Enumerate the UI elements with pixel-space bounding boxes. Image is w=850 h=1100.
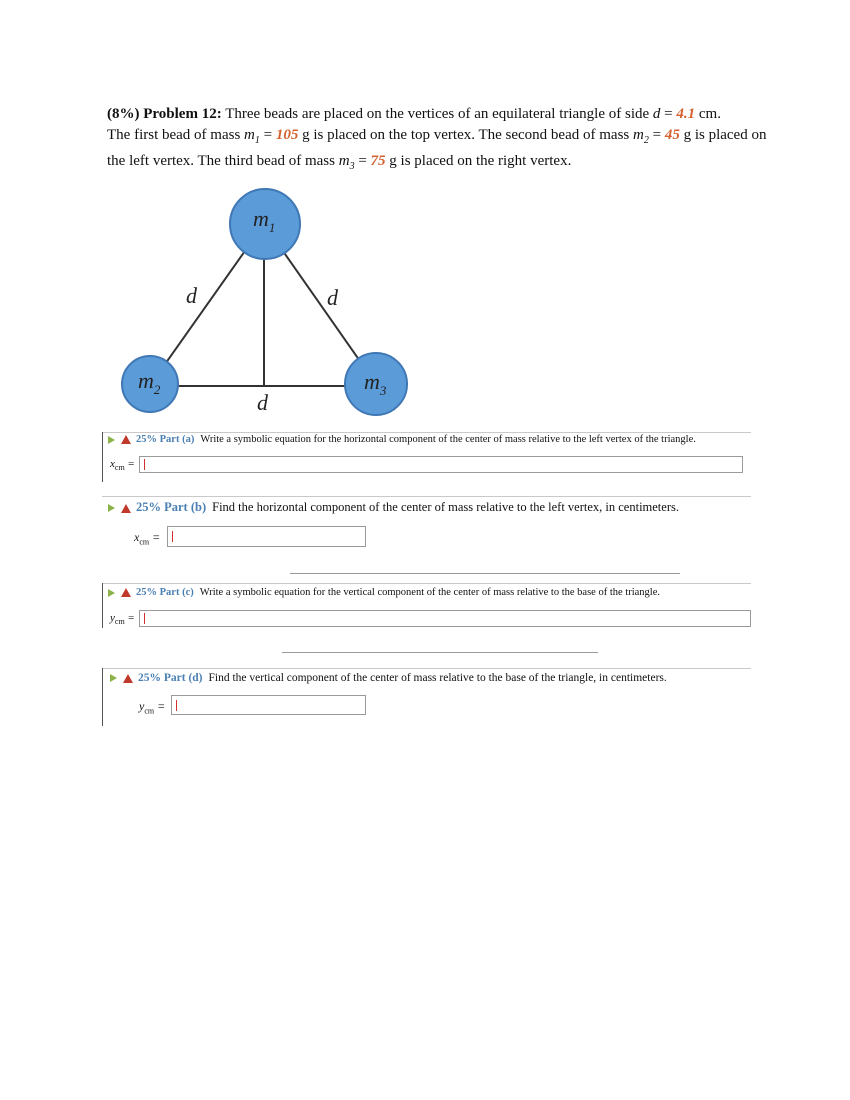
part-c-header[interactable] [108,587,660,598]
m1-subscript: 1 [254,135,260,146]
side-left-label: d [186,283,197,308]
m3-value: 75 [370,153,386,169]
problem-text-3: g is placed on the top vertex. The second bead of mass [298,127,633,143]
part-a-rule [102,432,751,433]
problem-label: Problem 12: [143,106,222,122]
side-length-unit: cm. [695,106,721,122]
m2-value: 45 [664,127,680,143]
part-b-text: Find the horizontal component of the center of mass relative to the left vertex, in centimeters. [212,500,679,514]
problem-text-5: g is placed on the right vertex. [385,153,572,169]
warning-icon [121,588,131,597]
warning-icon [123,674,133,683]
part-a-left-rule [102,432,103,482]
part-a-percent: 25% Part (a) [136,434,195,445]
ghost-keypad-rule [290,573,680,574]
part-a-answer-input[interactable] [139,456,743,473]
bead-m3-label: $m_3$ [364,369,387,398]
part-d-left-rule [102,668,103,726]
expand-arrow-icon[interactable] [108,589,115,597]
part-b-answer-input[interactable] [167,526,366,547]
problem-text-1: Three beads are placed on the vertices of an equilateral triangle of side [221,106,653,122]
expand-arrow-icon[interactable] [108,504,115,512]
part-d-answer-input[interactable] [171,695,366,715]
part-d-rule [102,668,751,669]
part-b-rule [102,496,751,497]
problem-statement: (8%) Problem 12: Three beads are placed on the vertices of an equilateral triangle of side d = 4.1 cm. The first bead of mass $m_1 = 105$ g is placed on the top vertex. The second bead of mass $m_2 = 45$ g is placed on the left vertex. The third bead of mass $m_3 = 75$ g is placed on the right vertex. [107,106,767,172]
part-c-percent: 25% Part (c) [136,587,194,598]
expand-arrow-icon[interactable] [110,674,117,682]
warning-icon [121,435,131,444]
part-d-header[interactable] [110,672,667,684]
m1-value: 105 [275,127,299,143]
side-length-value: 4.1 [676,106,696,122]
part-b-header[interactable] [108,500,679,515]
problem-text-2: The first bead of mass [107,127,245,143]
m2-subscript: 2 [643,135,649,146]
bead-m1-label: $m_1$ [253,206,276,235]
part-a-var-label: $x_{cm}$ = [110,458,135,473]
bead-m2-label: $m_2$ [138,368,161,397]
side-right-label: d [327,285,338,310]
part-d-percent: 25% Part (d) [138,672,203,684]
ghost-keypad-rule-2 [282,652,598,653]
part-c-text: Write a symbolic equation for the vertical component of the center of mass relative to the base of the triangle. [199,587,660,598]
eq-1: = [660,106,677,122]
part-c-answer-input[interactable] [139,610,751,627]
part-c-var-label: $y_{cm}$ = [110,612,135,627]
m3-subscript: 3 [349,161,355,172]
part-b-percent: 25% Part (b) [136,500,207,514]
part-c-rule [102,583,751,584]
expand-arrow-icon[interactable] [108,436,115,444]
part-b-var-label: $x_{cm}$ = [134,530,161,547]
part-a-header[interactable] [108,434,696,445]
m3-symbol: m [338,153,350,169]
part-c-left-rule [102,583,103,628]
part-d-text: Find the vertical component of the center of mass relative to the base of the triangle, in centimeters. [208,672,667,684]
m1-symbol: m [244,127,255,143]
problem-text-4: g is placed on the left vertex. The third bead of mass [107,127,767,169]
triangle-diagram [0,0,850,430]
part-a-text: Write a symbolic equation for the horizontal component of the center of mass relative to the left vertex of the triangle. [200,434,696,445]
part-d-var-label: $y_{cm}$ = [139,699,166,716]
m2-symbol: m [633,127,644,143]
d-symbol: d [652,106,661,122]
problem-weight: (8%) [107,106,140,122]
warning-icon [121,504,131,513]
side-base-label: d [257,390,268,415]
